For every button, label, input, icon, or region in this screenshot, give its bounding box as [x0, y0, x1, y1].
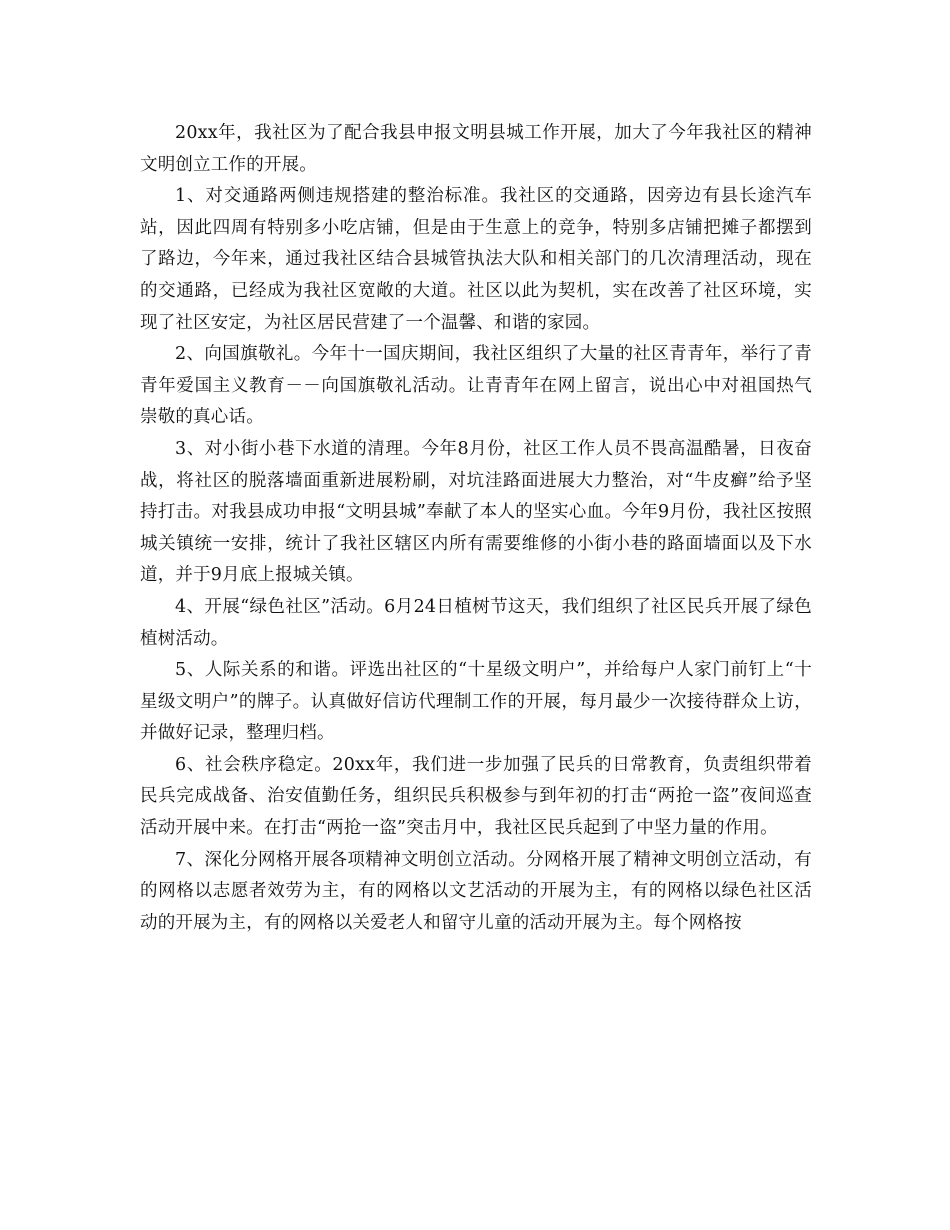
paragraph-item-5: 5、人际关系的和谐。评选出社区的“十星级文明户”，并给每户人家门前钉上“十星级文明户”的牌子。认真做好信访代理制工作的开展，每月最少一次接待群众上访，并做好记录，整理归档。: [140, 660, 812, 744]
paragraph-item-7: 7、深化分网格开展各项精神文明创立活动。分网格开展了精神文明创立活动，有的网格以志愿者效劳为主，有的网格以文艺活动的开展为主，有的网格以绿色社区活动的开展为主，有的网格以关爱老人和留守儿童的活动开展为主。每个网格按: [140, 849, 812, 933]
paragraph-item-1: 1、对交通路两侧违规搭建的整治标准。我社区的交通路，因旁边有县长途汽车站，因此四周有特别多小吃店铺，但是由于生意上的竞争，特别多店铺把摊子都摆到了路边，今年来，通过我社区结合县城管执法大队和相关部门的几次清理活动，现在的交通路，已经成为我社区宽敞的大道。社区以此为契机，实在改善了社区环境，实现了社区安定，为社区居民营建了一个温馨、和谐的家园。: [140, 186, 812, 333]
document-body: [140, 118, 812, 939]
paragraph-item-4: 4、开展“绿色社区”活动。6月24日植树节这天，我们组织了社区民兵开展了绿色植树活动。: [140, 596, 812, 649]
paragraph-item-3: 3、对小街小巷下水道的清理。今年8月份，社区工作人员不畏高温酷暑，日夜奋战，将社区的脱落墙面重新进展粉刷，对坑洼路面进展大力整治，对“牛皮癣”给予坚持打击。对我县成功申报“文明县城”奉献了本人的坚实心血。今年9月份，我社区按照城关镇统一安排，统计了我社区辖区内所有需要维修的小街小巷的路面墙面以及下水道，并于9月底上报城关镇。: [140, 438, 812, 586]
paragraph-intro: 20xx年，我社区为了配合我县申报文明县城工作开展，加大了今年我社区的精神文明创立工作的开展。: [140, 123, 812, 175]
paragraph-item-2: 2、向国旗敬礼。今年十一国庆期间，我社区组织了大量的社区青青年，举行了青青年爱国主义教育－－向国旗敬礼活动。让青青年在网上留言，说出心中对祖国热气崇敬的真心话。: [140, 344, 812, 428]
paragraph-item-6: 6、社会秩序稳定。20xx年，我们进一步加强了民兵的日常教育，负责组织带着民兵完成战备、治安值勤任务，组织民兵积极参与到年初的打击“两抢一盗”夜间巡查活动开展中来。在打击“两抢一盗”突击月中，我社区民兵起到了中坚力量的作用。: [140, 754, 812, 839]
